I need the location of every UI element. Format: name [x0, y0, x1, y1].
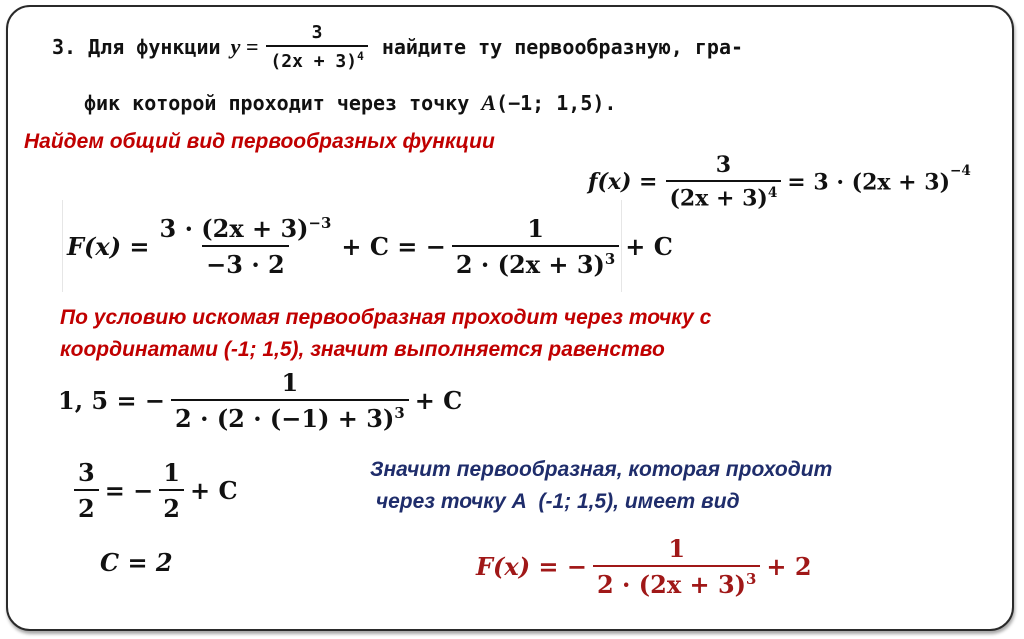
final-den-base: 2 · (2x + 3) — [597, 570, 747, 599]
final-fraction — [593, 534, 760, 599]
heading-general-antiderivative: Найдем общий вид первообразных функции — [24, 130, 495, 153]
equation-3: C = 2 — [100, 548, 173, 577]
F-num2: 1 — [527, 213, 544, 243]
equation-2 — [74, 458, 238, 523]
F-num1-exp: −3 — [308, 213, 332, 232]
F-num1 — [156, 214, 336, 245]
final-den-exp: 3 — [746, 570, 757, 588]
eq1-lhs: 1, 5 = − — [58, 386, 166, 415]
eq1-num: 1 — [281, 368, 299, 397]
f-den-exp: 4 — [767, 185, 778, 201]
problem-den-base: (2x + 3) — [270, 51, 358, 72]
problem-line-1 — [52, 22, 743, 72]
problem-fraction-den — [266, 45, 367, 72]
problem-line-2 — [84, 90, 616, 116]
eq2-mid: = − — [104, 476, 154, 505]
problem-fraction — [266, 22, 367, 72]
eq2-num1: 3 — [78, 458, 95, 487]
problem-point-letter: A — [481, 90, 497, 115]
F-lhs: F(x) = — [67, 231, 150, 261]
f-den — [666, 180, 782, 211]
eq1-fraction — [171, 368, 409, 433]
conclusion-line-1: Значит первообразная, которая проходит — [370, 458, 833, 481]
problem-suffix: найдите ту первообразную, гра- — [381, 35, 744, 59]
eq2-fraction-1 — [74, 458, 99, 523]
eq2-tail: + C — [189, 476, 238, 505]
F-fraction-2 — [452, 214, 619, 279]
F-mid: + C = − — [341, 231, 446, 261]
eq2-den1: 2 — [74, 489, 99, 523]
eq1-den-base: 2 · (2 · (−1) + 3) — [175, 404, 395, 433]
F-den2-exp: 3 — [604, 249, 616, 268]
problem-fraction-num: 3 — [311, 22, 323, 43]
F-num1-base: 3 · (2x + 3) — [159, 213, 309, 243]
F-den2-base: 2 · (2x + 3) — [455, 249, 605, 279]
F-den2 — [452, 245, 619, 279]
f-fraction — [666, 152, 782, 211]
eq1-tail: + C — [414, 386, 463, 415]
F-fraction-1 — [156, 214, 336, 279]
final-den — [593, 565, 760, 599]
f-lhs: f(x) = — [588, 168, 658, 195]
equation-1 — [58, 368, 462, 433]
f-formula — [588, 152, 971, 211]
eq2-num2: 1 — [163, 458, 180, 487]
eq2-fraction-2 — [159, 458, 184, 523]
eq1-den — [171, 399, 409, 433]
f-den-base: (2x + 3) — [669, 185, 768, 212]
f-rhs — [787, 162, 971, 195]
problem-y-eq: y = — [230, 34, 259, 59]
eq2-den2: 2 — [159, 489, 184, 523]
problem-den-exp: 4 — [357, 50, 364, 63]
conclusion-line-2: через точку А (-1; 1,5), имеет вид — [370, 490, 740, 513]
condition-line-1: По условию искомая первообразная проходит через точку с — [60, 306, 712, 329]
f-rhs-base: = 3 · (2x + 3) — [787, 168, 950, 195]
final-formula — [476, 534, 812, 599]
F-den1: −3 · 2 — [202, 245, 289, 279]
eq1-den-exp: 3 — [394, 404, 405, 422]
f-num: 3 — [715, 152, 732, 178]
problem-prefix: 3. Для функции — [52, 35, 221, 59]
F-tail: + C — [625, 231, 673, 261]
f-rhs-exp: −4 — [949, 162, 971, 179]
problem-line2-text: фик которой проходит через точку — [84, 91, 470, 115]
F-general-formula — [62, 200, 673, 292]
condition-line-2: координатами (-1; 1,5), значит выполняется равенство — [60, 338, 665, 361]
final-num: 1 — [668, 534, 686, 563]
final-tail: + 2 — [766, 552, 812, 581]
final-lhs: F(x) = − — [476, 552, 587, 581]
problem-point-coords: (−1; 1,5). — [496, 91, 617, 115]
